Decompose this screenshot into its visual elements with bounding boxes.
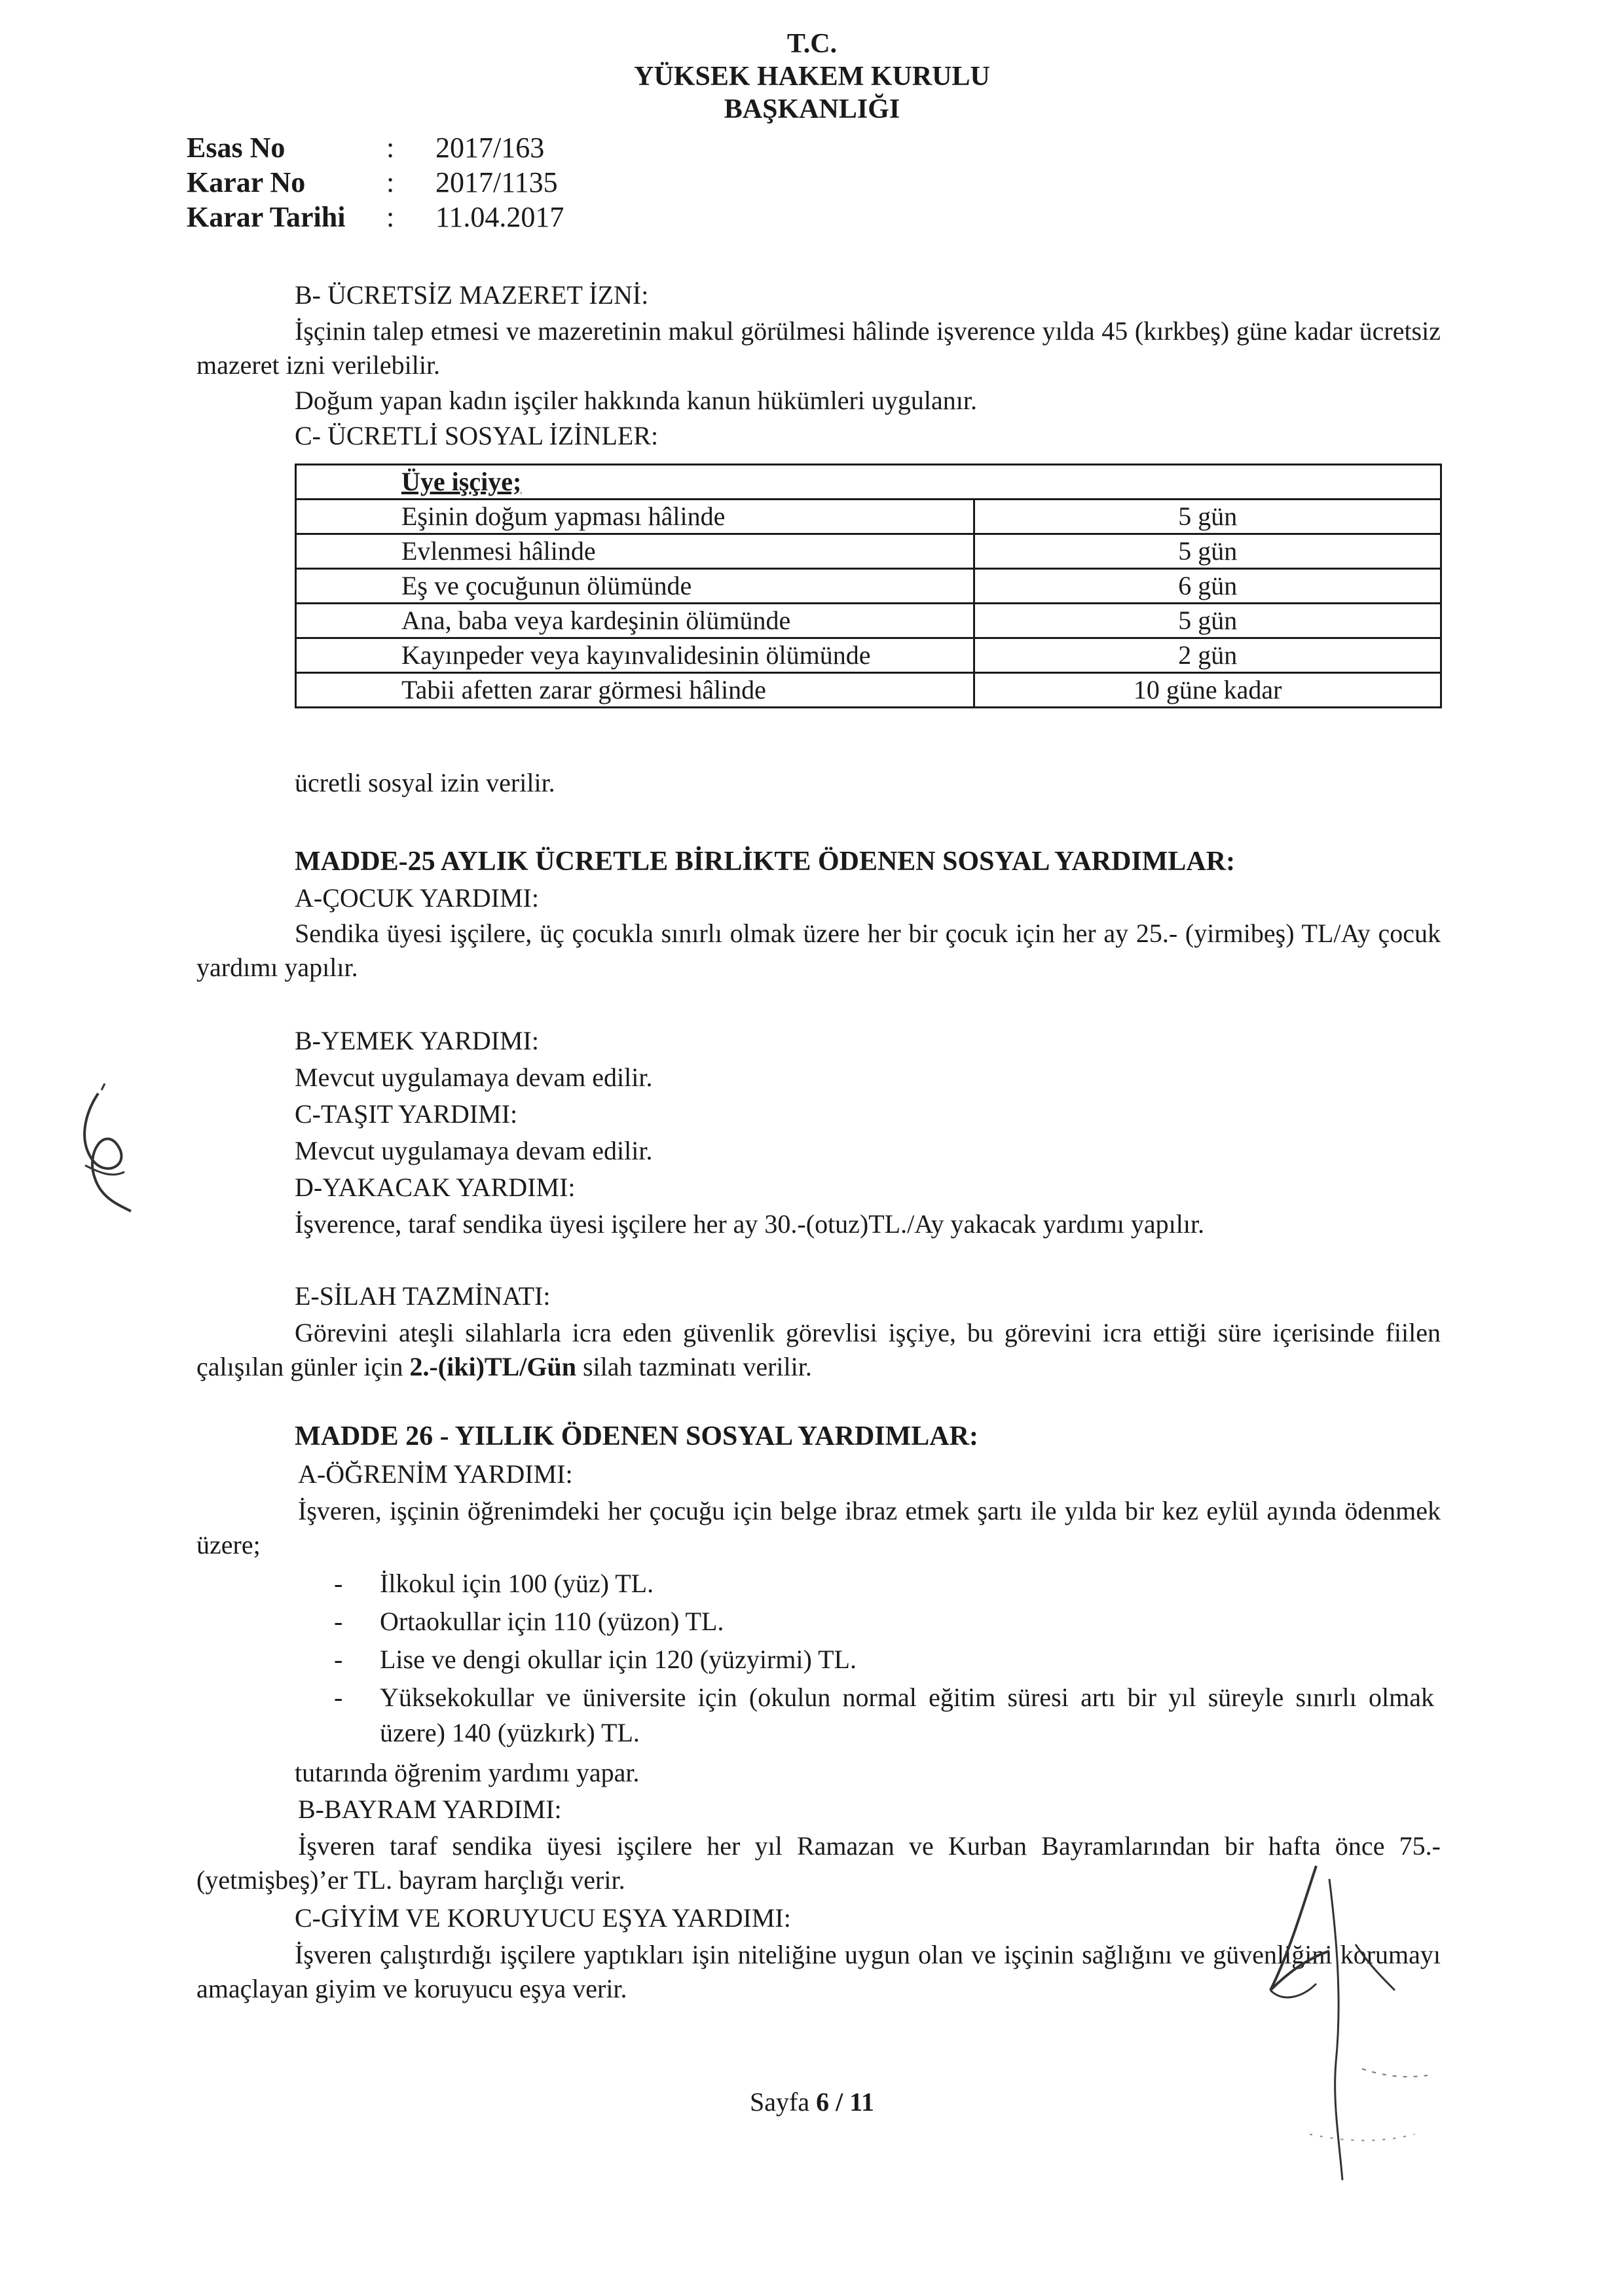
madde-25-a-title: A-ÇOCUK YARDIMI: [295,883,539,913]
table-row [296,569,1441,604]
table-cell-days: 2 gün [974,638,1441,673]
initials-mark [39,1074,170,1244]
table-header-text: Üye işçiye; [401,467,522,496]
list-item-text: Ortaokullar için 110 (yüzon) TL. [380,1607,724,1636]
list-item-text: İlkokul için 100 (yüz) TL. [380,1569,654,1598]
meta-value: 2017/1135 [435,166,558,198]
meta-separator: : [386,166,395,198]
meta-separator: : [386,132,395,164]
page-current: 6 [816,2087,830,2117]
section-b-paragraph-2: Doğum yapan kadın işçiler hakkında kanun hükümleri uygulanır. [295,386,977,415]
madde-25-c-text: Mevcut uygulamaya devam edilir. [295,1136,653,1165]
table-cell-event: Tabii afetten zarar görmesi hâlinde [296,673,974,708]
section-c-title: C- ÜCRETLİ SOSYAL İZİNLER: [295,421,659,450]
table-cell-event: Kayınpeder veya kayınvalidesinin ölümünde [296,638,974,673]
table-cell-event: Ana, baba veya kardeşinin ölümünde [296,604,974,638]
table-cell-days: 5 gün [974,604,1441,638]
meta-row-karar [187,166,645,200]
meta-label: Karar Tarihi [187,201,346,233]
table-header-cell [296,465,1441,500]
list-item [334,1566,1441,1601]
page-total: 11 [849,2087,874,2117]
table-cell-days: 5 gün [974,500,1441,534]
meta-value: 2017/163 [435,132,545,164]
madde-25-d-text: İşverence, taraf sendika üyesi işçilere her ay 30.-(otuz)TL./Ay yakacak yardımı yapılır. [295,1209,1205,1239]
meta-label: Karar No [187,166,306,198]
madde-26-b-text: İşveren taraf sendika üyesi işçilere her yıl Ramazan ve Kurban Bayramlarından bir hafta önce 75.-(yetmişbeş)’er TL. bayram harçlığı verir. [196,1831,1441,1895]
madde-26-b-title: B-BAYRAM YARDIMI: [298,1795,562,1824]
meta-value: 11.04.2017 [435,201,564,233]
madde-25-a-text: Sendika üyesi işçilere, üç çocukla sınırlı olmak üzere her bir çocuk için her ay 25.- (yirmibeş) TL/Ay çocuk yardımı yapılır. [196,919,1441,982]
table-row [296,534,1441,569]
list-item [334,1642,1441,1677]
madde-26-a-outro: tutarında öğrenim yardımı yapar. [295,1758,640,1787]
bullet-dash: - [334,1569,343,1598]
table-cell-event: Eşinin doğum yapması hâlinde [296,500,974,534]
madde-25-b-title: B-YEMEK YARDIMI: [295,1026,539,1055]
table-header-row [296,465,1441,500]
table-row [296,673,1441,708]
madde-25-e-text [196,1316,1441,1384]
case-metadata [187,131,645,236]
madde-26-c-text: İşveren çalıştırdığı işçilere yaptıkları işin niteliğine uygun olan ve işçinin sağlığını ve güvenliğini korumayı amaçlayan giyim ve koruyucu eşya verir. [196,1940,1441,2003]
table-cell-event: Eş ve çocuğunun ölümünde [296,569,974,604]
madde-25-c-title: C-TAŞIT YARDIMI: [295,1099,518,1129]
table-row [296,638,1441,673]
header-tc: T.C. [786,29,838,59]
header-presidency: BAŞKANLIĞI [724,94,900,124]
list-item-text: Yüksekokullar ve üniversite için (okulun normal eğitim süresi artı bir yıl süreyle sınırlı olmak üzere) 140 (yüzkırk) TL. [380,1683,1434,1747]
meta-row-esas [187,131,645,165]
bullet-dash: - [334,1645,343,1674]
table-cell-days: 5 gün [974,534,1441,569]
table-cell-event: Evlenmesi hâlinde [296,534,974,569]
madde-25-b-text: Mevcut uygulamaya devam edilir. [295,1063,653,1092]
paid-leave-table [295,464,1442,708]
madde-26-title: MADDE 26 - YILLIK ÖDENEN SOSYAL YARDIMLAR: [295,1421,978,1451]
signature-mark [1231,1853,1467,2193]
table-row [296,500,1441,534]
list-item [334,1604,1441,1639]
page-separator: / [829,2087,850,2117]
madde-25-title: MADDE-25 AYLIK ÜCRETLE BİRLİKTE ÖDENEN SOSYAL YARDIMLAR: [295,847,1236,877]
table-cell-days: 6 gün [974,569,1441,604]
madde-26-c-title: C-GİYİM VE KORUYUCU EŞYA YARDIMI: [295,1903,791,1933]
bullet-dash: - [334,1683,343,1712]
list-item-text: Lise ve dengi okullar için 120 (yüzyirmi) TL. [380,1645,857,1674]
madde-25-e-text-pre: Görevini ateşli silahlarla icra eden güvenlik görevlisi işçiye, bu görevini icra ettiği süre içerisinde fiilen çalışılan günler için [196,1318,1441,1381]
meta-row-tarih [187,200,645,234]
section-b-title: B- ÜCRETSİZ MAZERET İZNİ: [295,280,649,310]
bullet-dash: - [334,1607,343,1636]
page-prefix: Sayfa [750,2087,817,2117]
table-cell-days: 10 güne kadar [974,673,1441,708]
madde-25-e-title: E-SİLAH TAZMİNATI: [295,1281,551,1311]
madde-25-e-text-bold: 2.-(iki)TL/Gün [409,1352,576,1381]
table-row [296,604,1441,638]
madde-26-a-intro: İşveren, işçinin öğrenimdeki her çocuğu için belge ibraz etmek şartı ile yılda bir kez eylül ayında ödenmek üzere; [196,1496,1441,1559]
madde-26-a-title: A-ÖĞRENİM YARDIMI: [298,1459,573,1489]
header-institution: YÜKSEK HAKEM KURULU [634,62,990,92]
section-b-paragraph-1: İşçinin talep etmesi ve mazeretinin makul görülmesi hâlinde işverence yılda 45 (kırkbeş) güne kadar ücretsiz mazeret izni verilebilir. [196,316,1441,380]
madde-25-d-title: D-YAKACAK YARDIMI: [295,1173,576,1202]
meta-label: Esas No [187,132,286,164]
meta-separator: : [386,201,395,233]
list-item [334,1680,1441,1752]
section-c-footer: ücretli sosyal izin verilir. [295,768,555,797]
madde-25-e-text-post: silah tazminatı verilir. [576,1352,812,1381]
